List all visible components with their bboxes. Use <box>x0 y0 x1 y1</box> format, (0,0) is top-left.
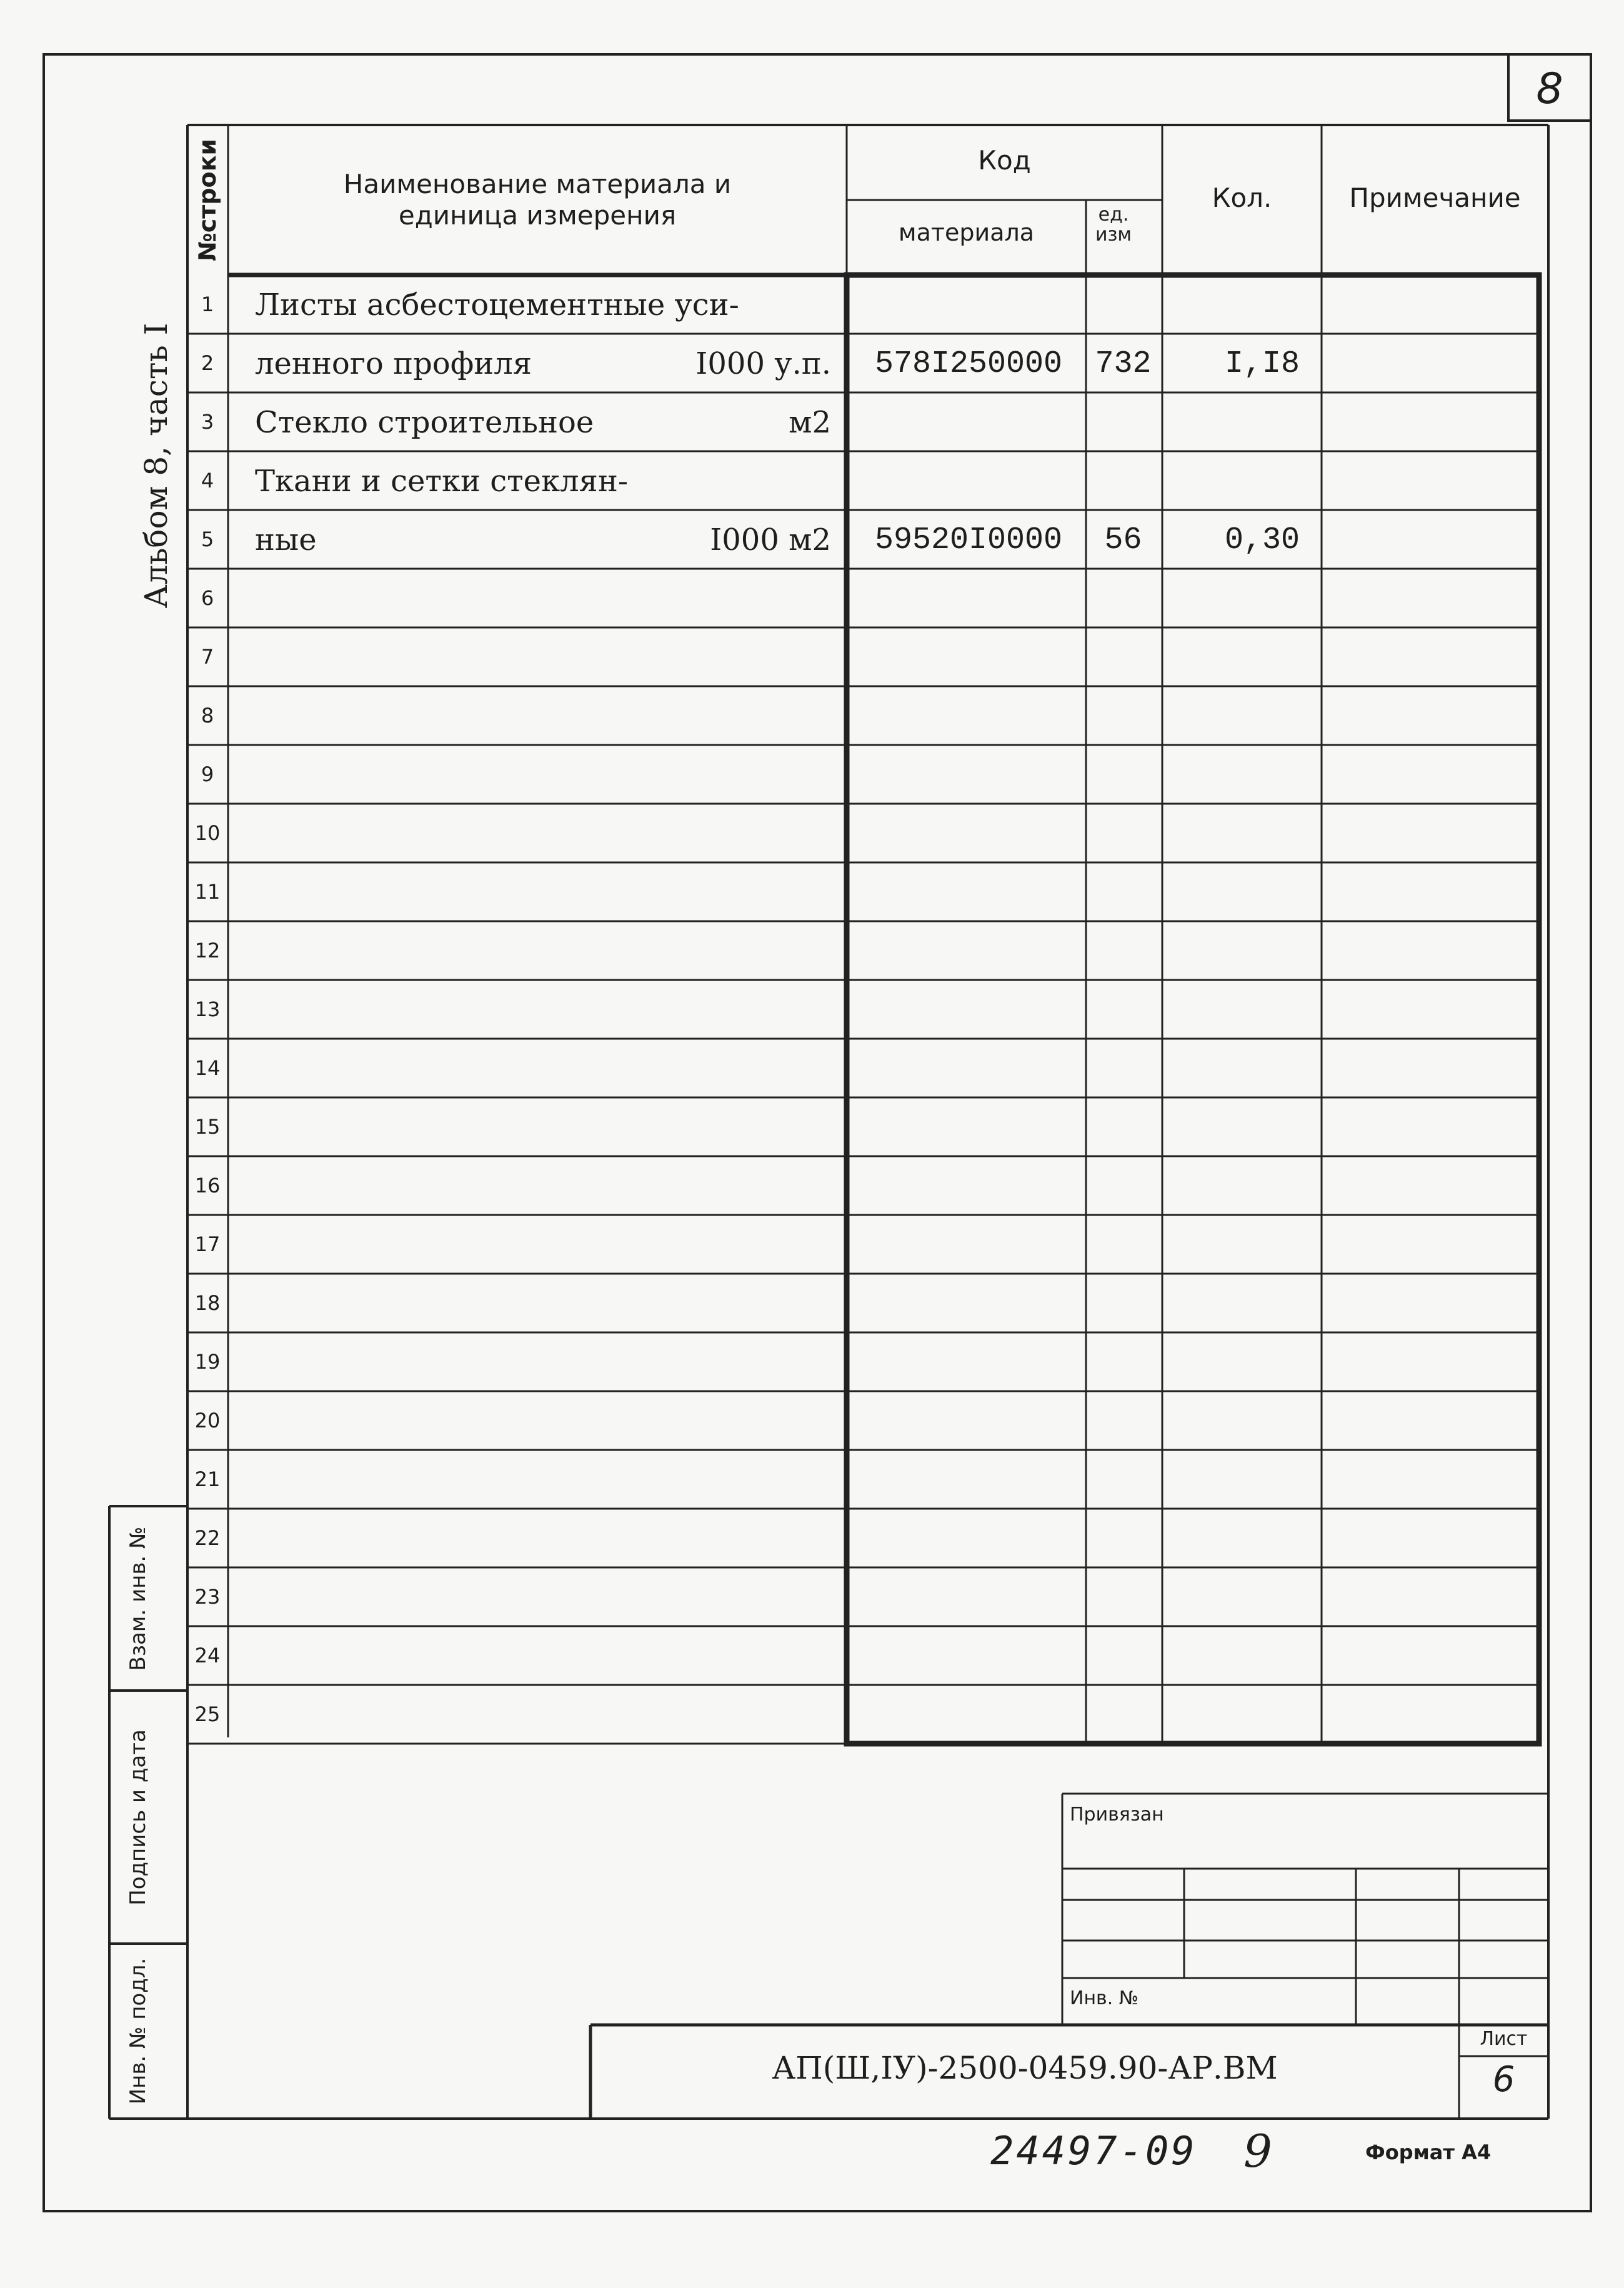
row-quantity: I,I8 <box>1224 346 1300 382</box>
row-number: 16 <box>194 1174 221 1197</box>
row-material-code: 59520I0000 <box>874 522 1063 558</box>
row-number: 17 <box>194 1232 221 1256</box>
row-number: 25 <box>194 1702 221 1726</box>
row-material-code: 578I250000 <box>874 346 1063 382</box>
row-number: 20 <box>194 1409 221 1432</box>
row-quantity: 0,30 <box>1224 522 1300 558</box>
header-note: Примечание <box>1349 182 1521 213</box>
header-code-material: материала <box>898 219 1035 246</box>
handwritten-number: 9 <box>1243 2125 1272 2177</box>
row-number: 6 <box>201 586 214 610</box>
row-number: 13 <box>194 997 221 1021</box>
document-designation: АП(Ш,IУ)-2500-0459.90-АР.ВМ <box>772 2050 1278 2086</box>
title-inv-label: Инв. № <box>1070 1987 1139 2009</box>
row-number: 7 <box>201 645 214 669</box>
row-unit: I000 м2 <box>710 522 831 557</box>
side-stamp-signature-date: Подпись и дата <box>126 1729 151 1906</box>
row-number: 5 <box>201 527 214 551</box>
row-number: 12 <box>194 939 221 962</box>
album-caption: Альбом 8, часть I <box>138 322 174 609</box>
header-material-name: Наименование материала и единица измерения <box>343 169 732 231</box>
row-number: 3 <box>201 410 214 434</box>
archive-number: 24497-09 <box>990 2128 1197 2174</box>
row-material-name: Ткани и сетки стеклян- <box>255 464 629 499</box>
side-stamp-inv-original: Инв. № подл. <box>126 1957 151 2105</box>
sheet-corner-number: 8 <box>1536 64 1563 114</box>
row-material-name: ные <box>255 522 317 557</box>
row-material-name: ленного профиля <box>255 346 532 381</box>
row-number: 19 <box>194 1350 221 1374</box>
row-number: 18 <box>194 1291 221 1315</box>
title-sheet-value: 6 <box>1492 2059 1515 2100</box>
row-number: 8 <box>201 704 214 727</box>
format-label: Формат А4 <box>1365 2141 1492 2164</box>
row-number: 24 <box>194 1644 221 1667</box>
row-number: 1 <box>201 292 214 316</box>
header-code: Код <box>978 145 1031 176</box>
row-number: 14 <box>194 1056 221 1080</box>
row-number: 15 <box>194 1115 221 1139</box>
row-number: 2 <box>201 351 214 375</box>
header-row-number: №строки <box>194 139 221 261</box>
row-material-name: Стекло строительное <box>255 405 594 440</box>
row-number: 23 <box>194 1585 221 1609</box>
row-number: 11 <box>194 880 221 904</box>
row-number: 10 <box>194 821 221 845</box>
row-number: 22 <box>194 1526 221 1550</box>
row-unit-code: 732 <box>1095 346 1152 382</box>
row-number: 9 <box>201 762 214 786</box>
row-number: 21 <box>194 1467 221 1491</box>
row-unit: м2 <box>789 405 831 440</box>
header-quantity: Кол. <box>1212 182 1272 213</box>
row-unit: I000 у.п. <box>695 346 831 381</box>
side-stamp-replace-inv: Взам. инв. № <box>126 1526 151 1671</box>
row-unit-code: 56 <box>1104 522 1142 558</box>
row-number: 4 <box>201 469 214 492</box>
title-attached-label: Привязан <box>1070 1804 1164 1826</box>
header-code-unit: ед. изм <box>1095 204 1132 246</box>
row-material-name: Листы асбестоцементные уси- <box>255 287 739 322</box>
title-sheet-label: Лист <box>1480 2028 1528 2050</box>
